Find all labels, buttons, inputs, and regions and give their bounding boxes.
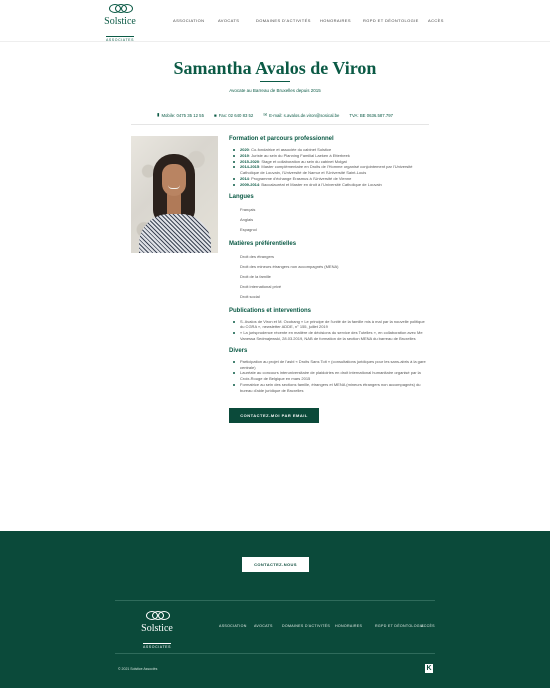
footer-nav-avocats[interactable]: AVOCATS [254,624,273,628]
email-icon: ✉ [263,112,268,117]
section-divers-title: Divers [229,347,248,354]
list-item: S. Avalos de Viron et M. Ocobang « Le principe de l'unité de la famille mis à mal par la nouvelle politique du CGRA », newsletter ADDE, n° 155, juillet 2019 [229,319,429,331]
mobile-icon: ▮ [156,112,160,117]
page-subtitle: Avocate au Barreau de Bruxelles depuis 2015 [229,88,321,93]
list-item: Formatrice au sein des sections famille, étrangers et MENA (mineurs étrangers non accompagnés) du bureau d'aide juridique de Bruxelles [229,382,429,394]
list-item: 2019: Juriste au sein du Planning Familial Laeken à Etterbeek [229,153,429,159]
list-item: Espagnol [240,226,257,232]
fax-icon: ■ [213,112,217,118]
contact-email-button[interactable]: CONTACTEZ-MOI PAR EMAIL [229,408,319,423]
list-item: Anglais [240,216,254,222]
publications-list [229,319,429,342]
section-publications-title: Publications et interventions [229,307,312,314]
footer-nav-domaines[interactable]: DOMAINES D'ACTIVITÉS [282,624,331,628]
section-langues-title: Langues [229,193,254,200]
list-item: Participation au projet de l'asbl « Droits Sans Toit » (consultations juridiques pour les sans-abris à la gare centrale) [229,359,429,371]
divers-list [229,359,429,394]
footer-nav-association[interactable]: ASSOCIATION [219,624,247,628]
footer-divider [115,653,435,654]
list-item: Droit de la famille [240,273,271,279]
nav-avocats[interactable]: AVOCATS [218,18,240,23]
nav-acces[interactable]: ACCÈS [428,18,444,23]
contact-info [0,112,550,118]
logo-rings-icon [107,4,133,14]
logo-rings-icon [144,611,170,621]
matieres-list [229,252,429,302]
list-item: « La jurisprudence récente en matière de décisions du service des Tutelles », en collaboration avec Me Vanessa Sedmajewski, 28.03.2019, NAB de formation de la section MENA du barreau de Bruxelles [229,330,429,342]
list-item: 2014-2015: Master complémentaire en Droits de l'Homme organisé conjointement par l'Université Catholique de Louvain, l'Université de Namur et l'Université Saint-Louis [229,164,429,176]
footer-nav-acces[interactable]: ACCÈS [421,624,435,628]
footer-logo[interactable] [137,611,177,653]
list-item: Français [240,206,256,212]
section-formation-title: Formation et parcours professionnel [229,136,334,142]
site-footer [0,531,550,688]
email-info[interactable] [263,112,339,118]
list-item: Droit international privé [240,283,282,289]
list-item: Lauréate au concours interuniversitaire de plaidoiries en droit international humanitaire organisé par la Croix-Rouge de Belgique en mars 2015 [229,370,429,382]
fax-text: Fax: 02 640 83 52 [218,112,254,118]
nav-rgpd[interactable]: RGPD ET DÉONTOLOGIE [363,18,419,23]
lawyer-portrait [131,136,218,253]
email-text: E-mail: s.avalos.de.viron@sosical.be [269,112,340,118]
logo-sub: ASSOCIATES [142,645,172,649]
logo-name: Solstice [141,623,173,634]
list-item: 2014: Programme d'échange Erasmus à l'Université de Vienne [229,176,429,182]
list-item: 2020: Co-fondatrice et associée du cabinet Solstice [229,147,429,153]
k-badge-icon[interactable]: K [426,665,432,672]
site-logo[interactable] [100,4,140,46]
logo-sub: ASSOCIATES [105,38,135,42]
mobile-text: Mobile: 0475 35 12 55 [161,112,204,118]
footer-contact-button[interactable]: CONTACTEZ-NOUS [242,557,309,572]
nav-honoraires[interactable]: HONORAIRES [320,18,351,23]
nav-association[interactable]: ASSOCIATION [173,18,205,23]
list-item: Droit social [240,293,260,299]
profile-content [229,136,429,423]
mobile-info[interactable] [157,112,204,118]
nav-domaines[interactable]: DOMAINES D'ACTIVITÉS [256,18,311,23]
list-item: 2015-2020: Stage et collaboration au sein du cabinet Molgat [229,159,429,165]
langues-list [229,205,429,235]
tva-info [349,112,393,118]
tva-text: TVA: BE 0636.587.797 [349,112,394,118]
list-item: 2009-2014: Baccalauréat et Master en droit à l'Université Catholique de Louvain [229,182,429,188]
section-matieres-title: Matières préférentielles [229,240,297,247]
copyright-text: © 2021 Solstice Associés [118,667,158,671]
title-underline [260,81,290,82]
divider [131,124,429,125]
footer-divider [115,600,435,601]
formation-list [229,147,429,188]
list-item: Droit des mineurs étrangers non accompagnés (MENA) [240,263,339,269]
footer-nav-honoraires[interactable]: HONORAIRES [335,624,363,628]
list-item: Droit des étrangers [240,253,275,259]
page-title: Samantha Avalos de Viron [173,58,377,78]
footer-nav-rgpd[interactable]: RGPD ET DÉONTOLOGIE [375,624,424,628]
logo-name: Solstice [104,16,136,27]
fax-info [214,112,253,118]
site-header [0,0,550,42]
